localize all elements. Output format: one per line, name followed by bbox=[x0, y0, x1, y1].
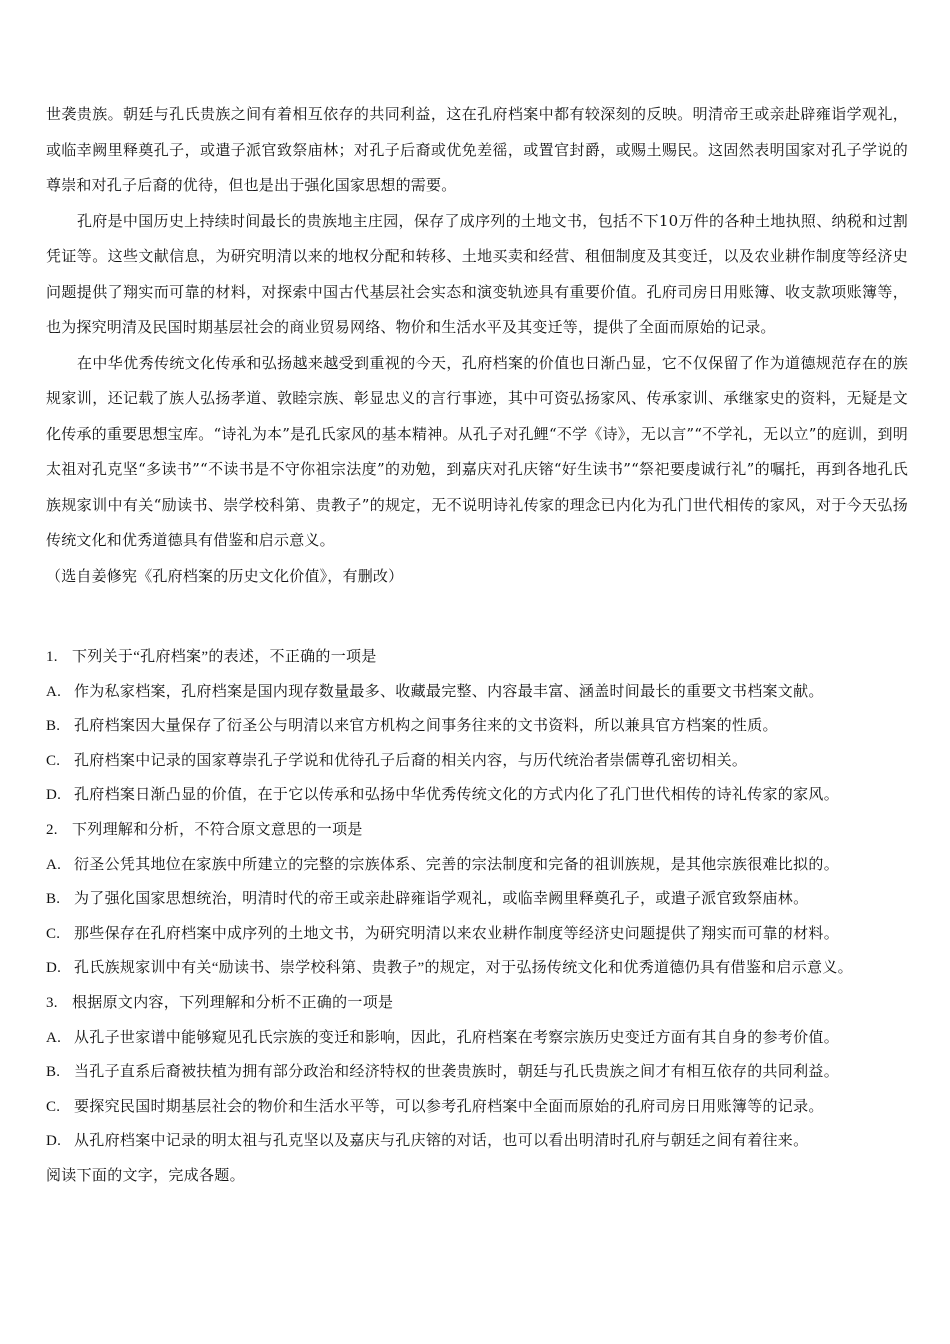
question-text: 下列理解和分析，不符合原文意思的一项是 bbox=[72, 821, 363, 838]
option-letter: C. bbox=[46, 925, 61, 942]
passage-source: （选自姜修宪《孔府档案的历史文化价值》，有删改） bbox=[46, 566, 404, 585]
option-letter: A. bbox=[46, 683, 62, 700]
option-a[interactable] bbox=[46, 675, 908, 710]
question-stem bbox=[46, 986, 908, 1021]
option-text: 作为私家档案，孔府档案是国内现存数量最多、收藏最完整、内容最丰富、涵盖时间最长的重要文书档案文献。 bbox=[74, 683, 824, 700]
option-letter: B. bbox=[46, 891, 61, 908]
option-b[interactable] bbox=[46, 882, 908, 917]
option-letter: B. bbox=[46, 1064, 61, 1081]
passage-paragraph: 世袭贵族。朝廷与孔氏贵族之间有着相互依存的共同利益，这在孔府档案中都有较深刻的反映。明清帝王或亲赴辟雍诣学观礼，或临幸阙里释奠孔子，或遣子派官致祭庙林；对孔子后裔或优免差徭，或置官封爵，或赐土赐民。这固然表明国家对孔子学说的尊崇和对孔子后裔的优待，但也是出于强化国家思想的需要。 bbox=[46, 105, 908, 194]
option-letter: B. bbox=[46, 718, 61, 735]
option-d[interactable] bbox=[46, 1124, 908, 1159]
passage-paragraph: 孔府是中国历史上持续时间最长的贵族地主庄园，保存了成序列的土地文书，包括不下10万件的各种土地执照、纳税和过割凭证等。这些文献信息，为研究明清以来的地权分配和转移、土地买卖和经营、租佃制度及其变迁，以及农业耕作制度等经济史问题提供了翔实而可靠的材料，对探索中国古代基层社会实态和演变轨迹具有重要价值。孔府司房日用账簿、收支款项账簿等，也为探究明清及民国时期基层社会的商业贸易网络、物价和生活水平及其变迁等，提供了全面而原始的记录。 bbox=[46, 211, 908, 336]
option-text: 孔府档案因大量保存了衍圣公与明清以来官方机构之间事务往来的文书资料，所以兼具官方档案的性质。 bbox=[74, 718, 778, 735]
option-c[interactable] bbox=[46, 744, 908, 779]
question-3 bbox=[46, 986, 908, 1159]
option-letter: A. bbox=[46, 1029, 62, 1046]
question-number: 1. bbox=[46, 649, 58, 665]
option-d[interactable] bbox=[46, 778, 908, 813]
option-text: 孔府档案日渐凸显的价值，在于它以传承和弘扬中华优秀传统文化的方式内化了孔门世代相传的诗礼传家的家风。 bbox=[74, 787, 840, 804]
question-1 bbox=[46, 640, 908, 813]
option-text: 当孔子直系后裔被扶植为拥有部分政治和经济特权的世袭贵族时，朝廷与孔氏贵族之间才有相互依存的共同利益。 bbox=[74, 1064, 840, 1081]
option-text: 孔府档案中记录的国家尊崇孔子学说和优待孔子后裔的相关内容，与历代统治者崇儒尊孔密切相关。 bbox=[74, 752, 748, 769]
question-stem bbox=[46, 640, 908, 675]
option-c[interactable] bbox=[46, 917, 908, 952]
question-stem bbox=[46, 813, 908, 848]
option-c[interactable] bbox=[46, 1090, 908, 1125]
option-a[interactable] bbox=[46, 1021, 908, 1056]
option-letter: C. bbox=[46, 752, 61, 769]
question-2 bbox=[46, 813, 908, 986]
question-text: 下列关于“孔府档案”的表述，不正确的一项是 bbox=[72, 649, 377, 665]
option-text: 孔氏族规家训中有关“励读书、崇学校科第、贵教子”的规定，对于弘扬传统文化和优秀道德仍具有借鉴和启示意义。 bbox=[74, 960, 853, 977]
option-d[interactable] bbox=[46, 951, 908, 986]
option-text: 从孔子世家谱中能够窥见孔氏宗族的变迁和影响，因此，孔府档案在考察宗族历史变迁方面有其自身的参考价值。 bbox=[74, 1029, 840, 1046]
option-a[interactable] bbox=[46, 848, 908, 883]
option-text: 衍圣公凭其地位在家族中所建立的完整的宗族体系、完善的宗法制度和完备的祖训族规，是其他宗族很难比拟的。 bbox=[74, 856, 840, 873]
reading-passage bbox=[46, 97, 908, 594]
question-number: 2. bbox=[46, 821, 58, 838]
option-letter: D. bbox=[46, 787, 62, 804]
question-text: 根据原文内容，下列理解和分析不正确的一项是 bbox=[72, 994, 394, 1011]
option-text: 从孔府档案中记录的明太祖与孔克坚以及嘉庆与孔庆镕的对话，也可以看出明清时孔府与朝廷之间有着往来。 bbox=[74, 1133, 809, 1150]
option-letter: D. bbox=[46, 960, 62, 977]
option-b[interactable] bbox=[46, 709, 908, 744]
option-b[interactable] bbox=[46, 1055, 908, 1090]
option-text: 那些保存在孔府档案中成序列的土地文书，为研究明清以来农业耕作制度等经济史问题提供了翔实而可靠的材料。 bbox=[74, 925, 840, 942]
option-text: 为了强化国家思想统治，明清时代的帝王或亲赴辟雍诣学观礼，或临幸阙里释奠孔子，或遣子派官致祭庙林。 bbox=[74, 891, 809, 908]
option-letter: A. bbox=[46, 856, 62, 873]
option-letter: D. bbox=[46, 1133, 62, 1150]
question-list bbox=[46, 640, 908, 1194]
reading-instruction: 阅读下面的文字，完成各题。 bbox=[46, 1167, 245, 1184]
option-text: 要探究民国时期基层社会的物价和生活水平等，可以参考孔府档案中全面而原始的孔府司房日用账簿等的记录。 bbox=[74, 1098, 824, 1115]
question-number: 3. bbox=[46, 994, 58, 1011]
option-letter: C. bbox=[46, 1098, 61, 1115]
passage-paragraph: 在中华优秀传统文化传承和弘扬越来越受到重视的今天，孔府档案的价值也日渐凸显，它不仅保留了作为道德规范存在的族规家训，还记载了族人弘扬孝道、敦睦宗族、彰显忠义的言行事迹，其中可资弘扬家风、传承家训、承继家史的资料，无疑是文化传承的重要思想宝库。“诗礼为本”是孔氏家风的基本精神。从孔子对孔鲤“不学《诗》，无以言”“不学礼，无以立”的庭训，到明太祖对孔克坚“多读书”“不读书是不守你祖宗法度”的劝勉，到嘉庆对孔庆镕“好生读书”“祭祀要虔诚行礼”的嘱托，再到各地孔氏族规家训中有关“励读书、崇学校科第、贵教子”的规定，无不说明诗礼传家的理念已内化为孔门世代相传的家风，对于今天弘扬传统文化和优秀道德具有借鉴和启示意义。 bbox=[46, 353, 908, 549]
